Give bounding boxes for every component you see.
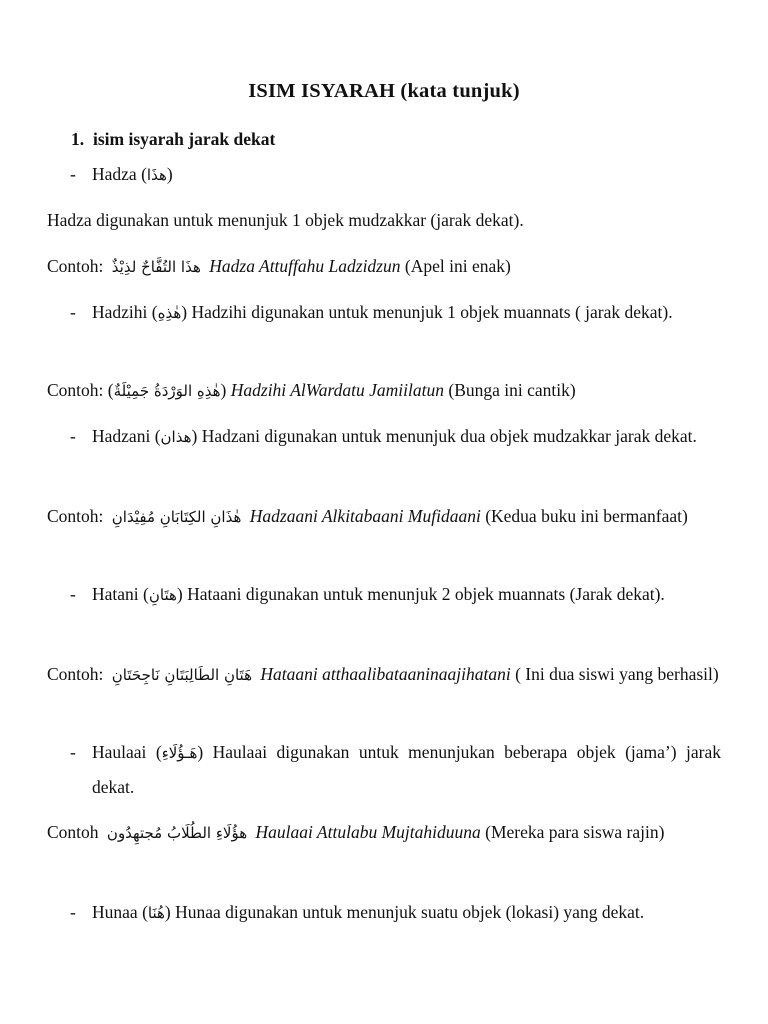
bullet-hadzihi bbox=[70, 295, 721, 330]
arabic-term: هٰذِهِ bbox=[157, 304, 182, 322]
example-meaning: (Apel ini enak) bbox=[404, 256, 511, 276]
bullet-text bbox=[92, 419, 721, 454]
arabic-term: هذَا bbox=[146, 166, 167, 184]
paren-open: ( bbox=[143, 584, 149, 604]
example-hadza bbox=[47, 249, 721, 284]
paren-close: ) bbox=[166, 164, 173, 184]
example-meaning: (Kedua buku ini bermanfaat) bbox=[485, 506, 688, 526]
example-label: Contoh: bbox=[47, 380, 104, 400]
example-arabic: هذَا التُفَّاحٌ لذِيْذٌ bbox=[111, 258, 201, 276]
bullet-term: Hadzihi bbox=[92, 302, 148, 322]
bullet-term: Hunaa bbox=[92, 902, 138, 922]
paren-open: ( bbox=[107, 380, 114, 400]
example-label: Contoh: bbox=[47, 506, 104, 526]
bullet-haulaai bbox=[70, 735, 721, 804]
bullet-hadza bbox=[70, 157, 721, 192]
paren-open: ( bbox=[142, 902, 148, 922]
bullet-hadzani bbox=[70, 419, 721, 454]
paren-close: ) bbox=[220, 380, 227, 400]
paren-close: ) bbox=[164, 902, 171, 922]
bullet-dash: - bbox=[70, 584, 76, 604]
bullet-dash: - bbox=[70, 302, 76, 322]
document-title: ISIM ISYARAH (kata tunjuk) bbox=[248, 80, 520, 102]
bullet-text bbox=[92, 895, 721, 930]
bullet-dash: - bbox=[70, 164, 76, 184]
section-number: 1. bbox=[71, 129, 85, 149]
bullet-text bbox=[92, 295, 721, 330]
example-haulaai bbox=[47, 815, 721, 850]
bullet-term: Hadza bbox=[92, 164, 137, 184]
example-meaning: (Mereka para siswa rajin) bbox=[485, 822, 665, 842]
arabic-term: هذان bbox=[160, 428, 192, 446]
bullet-text bbox=[92, 157, 721, 192]
example-arabic: هٰذِهِ الوَرْدَةُ جَمِيْلَةٌ bbox=[113, 382, 221, 400]
bullet-description: Hadzihi digunakan untuk menunjuk 1 objek muannats ( jarak dekat). bbox=[191, 302, 673, 322]
paren-open: ( bbox=[151, 302, 158, 322]
paren-close: ) bbox=[181, 302, 188, 322]
example-label: Contoh: bbox=[47, 256, 104, 276]
example-meaning: ( Ini dua siswi yang berhasil) bbox=[515, 664, 719, 684]
bullet-term: Haulaai bbox=[92, 742, 147, 762]
example-arabic: هَتَانِ الطَالِبَتَانِ نَاجِحَتَانِ bbox=[111, 666, 252, 684]
example-transliteration: Hadzihi AlWardatu Jamiilatun bbox=[230, 380, 445, 400]
paren-open: ( bbox=[154, 426, 161, 446]
example-transliteration: Hadzaani Alkitabaani Mufidaani bbox=[249, 506, 481, 526]
bullet-text bbox=[92, 735, 721, 804]
paren-close: ) bbox=[197, 742, 204, 762]
bullet-dash: - bbox=[70, 902, 76, 922]
paren-open: ( bbox=[155, 742, 162, 762]
section-heading-text: isim isyarah jarak dekat bbox=[93, 129, 276, 149]
bullet-description: Haulaai digunakan untuk menunjukan beberapa objek (jama’) jarak dekat. bbox=[92, 742, 721, 797]
example-arabic: هٰذَانِ الكِتَابَانِ مُفِيْدَانِ bbox=[111, 508, 242, 526]
bullet-description: Hadzani digunakan untuk menunjuk dua objek mudzakkar jarak dekat. bbox=[201, 426, 697, 446]
paren-close: ) bbox=[176, 584, 183, 604]
bullet-description: Hataani digunakan untuk menunjuk 2 objek muannats (Jarak dekat). bbox=[187, 584, 665, 604]
bullet-dash: - bbox=[70, 742, 76, 762]
example-hatani bbox=[47, 657, 721, 692]
example-arabic: هؤُلَاءِ الطُلَابُ مُجتهِدُون bbox=[106, 824, 248, 842]
example-transliteration: Haulaai Attulabu Mujtahiduuna bbox=[255, 822, 481, 842]
example-hadzihi bbox=[47, 373, 721, 408]
paren-open: ( bbox=[141, 164, 147, 184]
bullet-term: Hadzani bbox=[92, 426, 151, 446]
bullet-dash: - bbox=[70, 426, 76, 446]
arabic-term: هتَانِ bbox=[148, 586, 177, 604]
example-transliteration: Hadza Attuffahu Ladzidzun bbox=[209, 256, 401, 276]
paren-close: ) bbox=[191, 426, 198, 446]
arabic-term: هَـؤُلَاءِ bbox=[161, 744, 198, 762]
bullet-term: Hatani bbox=[92, 584, 139, 604]
paragraph-hadza: Hadza digunakan untuk menunjuk 1 objek mudzakkar (jarak dekat). bbox=[47, 210, 524, 230]
arabic-term: هُنَا bbox=[147, 904, 165, 922]
example-label: Contoh bbox=[47, 822, 99, 842]
example-label: Contoh: bbox=[47, 664, 104, 684]
bullet-hatani bbox=[70, 577, 721, 612]
bullet-description: Hunaa digunakan untuk menunjuk suatu objek (lokasi) yang dekat. bbox=[175, 902, 645, 922]
example-hadzani bbox=[47, 499, 721, 534]
section-heading bbox=[71, 129, 275, 150]
example-transliteration: Hataani atthaalibataaninaajihatani bbox=[260, 664, 511, 684]
example-meaning: (Bunga ini cantik) bbox=[448, 380, 576, 400]
bullet-hunaa bbox=[70, 895, 721, 930]
bullet-text bbox=[92, 577, 721, 612]
